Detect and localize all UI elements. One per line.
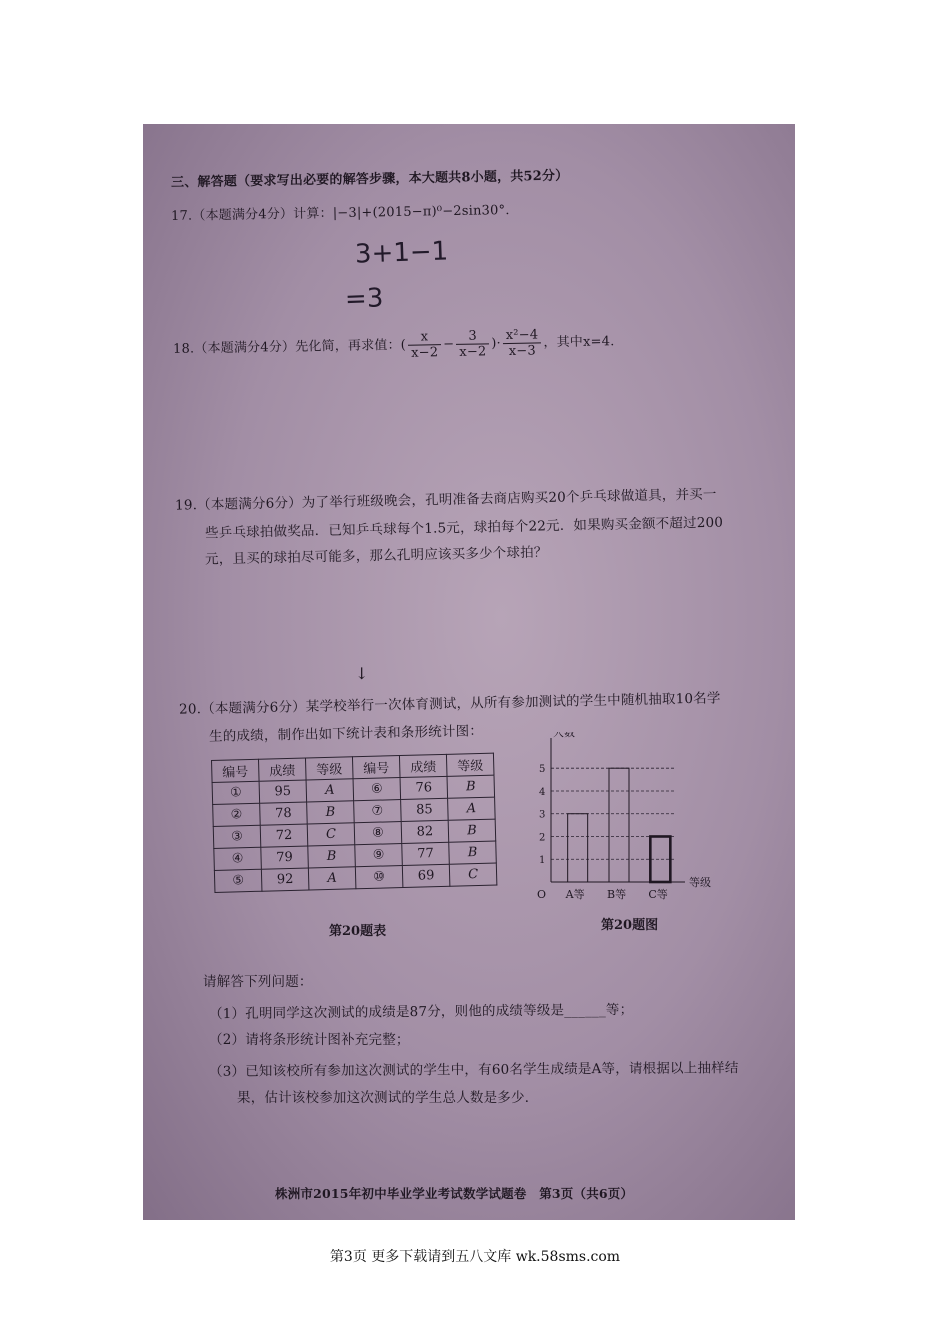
q18-frac2: $\frac{3}{x-2}$	[456, 328, 490, 360]
q18-text: 18.（本题满分4分）先化简，再求值：( $\frac{x}{x-2}$ − $\frac{3}{x-2}$ )· $\frac{\text{x²−4}}{x-3}$ ，其中x=4.	[172, 327, 615, 361]
origin-label: O	[537, 888, 547, 901]
table-cell: ⑦	[354, 800, 402, 823]
table-header-cell: 编号	[352, 756, 400, 779]
table-cell: ⑨	[355, 844, 403, 867]
bar	[568, 814, 588, 882]
q20-sub3-line2: 果，估计该校参加这次测试的学生总人数是多少．	[237, 1090, 539, 1106]
table-cell: ④	[214, 847, 262, 870]
table-cell: ②	[213, 803, 261, 826]
table-cell: B	[447, 775, 495, 798]
table-cell: 69	[402, 864, 450, 887]
x-tick-label: C等	[648, 888, 668, 901]
table-cell: 79	[261, 846, 309, 869]
q19-line3: 元，且买的球拍尽可能多，那么孔明应该买多少个球拍？	[204, 544, 548, 568]
table-cell: B	[307, 801, 355, 824]
chart-caption: 第20题图	[601, 918, 659, 933]
table-header-cell: 等级	[446, 753, 494, 776]
handwriting-line1: 3+1−1	[354, 236, 449, 270]
q20-prompt: 请解答下列问题：	[203, 974, 313, 990]
q20-sub1: （1）孔明同学这次测试的成绩是87分，则他的成绩等级是______等；	[208, 1001, 634, 1023]
y-tick-label: 3	[539, 809, 546, 821]
table-header-cell: 成绩	[258, 758, 306, 781]
y-axis-label: 人数	[553, 732, 575, 739]
photo-page-footer: 株洲市2015年初中毕业学业考试数学试题卷 第3页（共6页）	[275, 1186, 634, 1201]
table-header-cell: 等级	[305, 757, 353, 780]
table-cell: 78	[260, 802, 308, 825]
table-cell: 95	[259, 780, 307, 803]
document-footer: 第3页 更多下载请到五八文库 wk.58sms.com	[329, 1249, 621, 1265]
q19-line2: 些乒乓球拍做奖品．已知乒乓球每个1.5元，球拍每个22元．如果购买金额不超过200	[204, 514, 724, 542]
table-cell: 82	[401, 820, 449, 843]
score-table	[211, 753, 497, 893]
table-cell: ⑩	[355, 866, 403, 889]
exam-photo	[143, 124, 795, 1220]
bar-chart-svg	[525, 732, 725, 917]
table-header-cell: 编号	[212, 759, 260, 782]
table-cell: 76	[400, 776, 448, 799]
table-cell: A	[308, 867, 356, 890]
bar	[609, 768, 629, 882]
q19-line1: 19.（本题满分6分）为了举行班级晚会，孔明准备去商店购买20个乒乓球做道具，并买一	[174, 486, 717, 514]
table-cell: 92	[261, 868, 309, 891]
q17-text: 17.（本题满分4分）计算：|−3|+(2015−π)⁰−2sin30°.	[170, 203, 510, 224]
handwriting-line2: =3	[344, 283, 384, 315]
table-cell: ①	[212, 781, 260, 804]
q18-frac3: $\frac{\text{x²−4}}{x-3}$	[503, 327, 542, 359]
table-cell: ⑧	[354, 822, 402, 845]
q20-sub2: （2）请将条形统计图补充完整；	[209, 1032, 410, 1048]
table-header-cell: 成绩	[399, 754, 447, 777]
bar-chart	[525, 732, 725, 917]
q18-frac1: $\frac{x}{x-2}$	[408, 329, 442, 361]
y-tick-label: 4	[539, 786, 546, 798]
table-cell: B	[308, 845, 356, 868]
table-cell: C	[307, 823, 355, 846]
x-tick-label: B等	[607, 888, 627, 901]
arrow-mark: ↓	[355, 664, 369, 683]
table-cell: 72	[260, 824, 308, 847]
y-tick-label: 5	[539, 764, 546, 776]
table-cell: A	[448, 797, 496, 820]
x-axis-label: 等级	[689, 876, 711, 889]
table-cell: ③	[213, 825, 261, 848]
table-cell: C	[449, 863, 497, 886]
q18-prefix: 18.（本题满分4分）先化简，再求值：(	[172, 337, 407, 357]
q20-line1: 20.（本题满分6分）某学校举行一次体育测试，从所有参加测试的学生中随机抽取10名学	[178, 690, 721, 718]
table-cell: B	[448, 819, 496, 842]
table-cell: ⑥	[353, 778, 401, 801]
y-tick-label: 1	[539, 855, 546, 867]
table-cell: ⑤	[214, 869, 262, 892]
q20-line2: 生的成绩，制作出如下统计表和条形统计图：	[208, 723, 484, 745]
y-tick-label: 2	[539, 832, 546, 844]
table-cell: A	[306, 779, 354, 802]
table-cell: B	[449, 841, 497, 864]
table-caption: 第20题表	[329, 924, 387, 939]
section-heading: 三、解答题（要求写出必要的解答步骤，本大题共8小题，共52分）	[170, 168, 569, 191]
table-cell: 85	[401, 798, 449, 821]
table-cell: 77	[402, 842, 450, 865]
x-tick-label: A等	[565, 888, 585, 901]
q20-sub3-line1: （3）已知该校所有参加这次测试的学生中，有60名学生成绩是A等，请根据以上抽样结	[208, 1060, 739, 1080]
